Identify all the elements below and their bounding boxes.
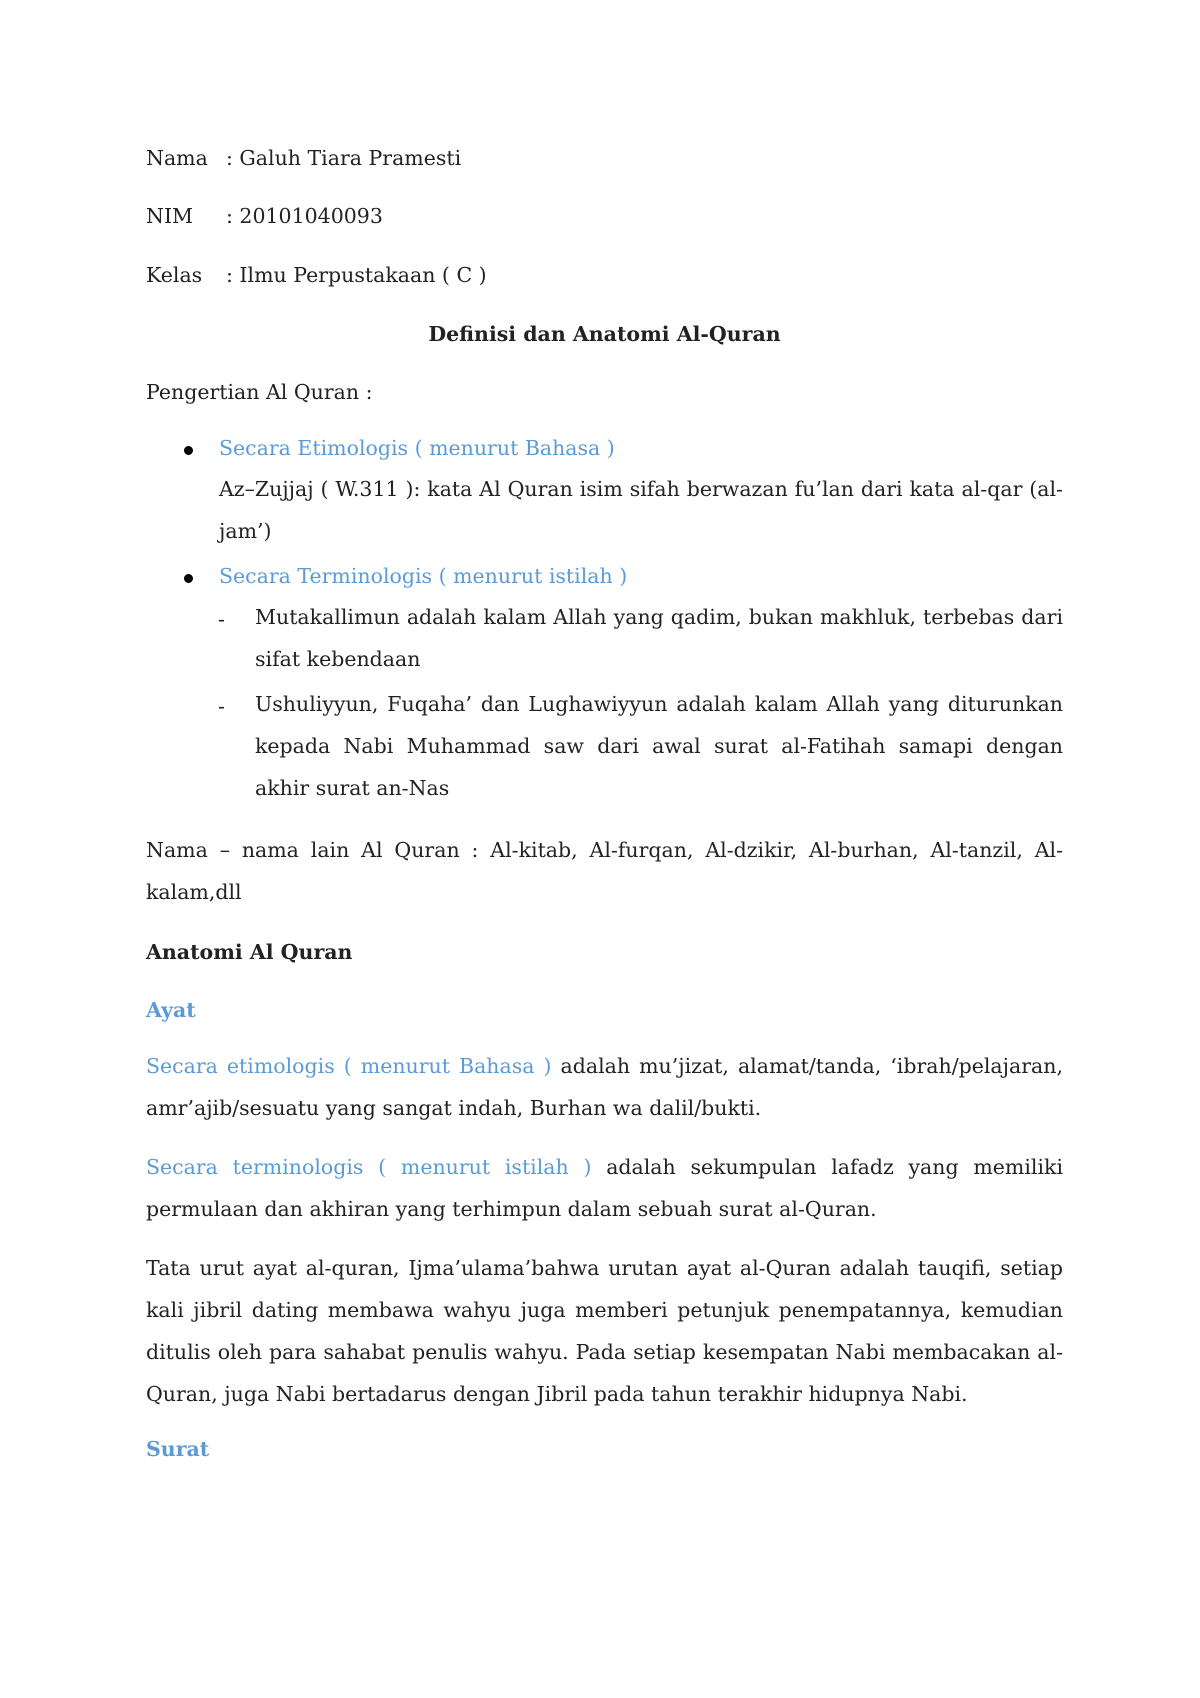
dash-item-ushuliyyun: Ushuliyyun, Fuqaha’ dan Lughawiyyun adalah kalam Allah yang diturunkan kepada Nabi Muhammad saw dari awal surat al-Fatihah samapi dengan akhir surat an-Nas	[255, 692, 1063, 800]
ayat-etimologis-text: adalah mu’jizat, alamat/tanda, ‘ibrah/pelajaran, amr’ajib/sesuatu yang sangat indah, Burhan wa dalil/bukti.	[146, 1054, 1063, 1120]
ayat-terminologis-text: adalah sekumpulan lafadz yang memiliki permulaan dan akhiran yang terhimpun dalam sebuah surat al-Quran.	[146, 1155, 1063, 1221]
kelas-label: Kelas	[146, 263, 203, 287]
nama-lain-paragraph: Nama – nama lain Al Quran : Al-kitab, Al-furqan, Al-dzikir, Al-burhan, Al-tanzil, Al-kalam,dll	[146, 838, 1063, 904]
nama-row	[146, 146, 461, 170]
kelas-value: : Ilmu Perpustakaan ( C )	[226, 263, 487, 287]
nim-label: NIM	[146, 204, 194, 228]
ayat-terminologis-label: Secara terminologis ( menurut istilah )	[146, 1155, 592, 1179]
pengertian-heading: Pengertian Al Quran :	[146, 380, 373, 404]
surat-heading: Surat	[146, 1437, 210, 1461]
ayat-heading: Ayat	[146, 998, 196, 1022]
bullet-icon	[184, 574, 193, 583]
nama-label: Nama	[146, 146, 208, 170]
ayat-etimologis-label: Secara etimologis ( menurut Bahasa )	[146, 1054, 552, 1078]
kelas-row	[146, 263, 487, 287]
nama-value: : Galuh Tiara Pramesti	[226, 146, 462, 170]
page-title: Definisi dan Anatomi Al-Quran	[428, 322, 781, 346]
anatomi-heading: Anatomi Al Quran	[146, 940, 353, 964]
tata-urut-paragraph: Tata urut ayat al-quran, Ijma’ulama’bahwa urutan ayat al-Quran adalah tauqifi, setiap kali jibril dating membawa wahyu juga memberi petunjuk penempatannya, kemudian ditulis oleh para sahabat penulis wahyu. Pada setiap kesempatan Nabi membacakan al-Quran, juga Nabi bertadarus dengan Jibril pada tahun terakhir hidupnya Nabi.	[146, 1256, 1063, 1406]
ayat-etimologis-paragraph	[146, 1045, 1063, 1129]
ayat-terminologis-paragraph	[146, 1146, 1063, 1230]
bullet-etimologis-text: Az–Zujjaj ( W.311 ): kata Al Quran isim sifah berwazan fu’lan dari kata al-qar (al-jam’)	[219, 477, 1063, 543]
bullet-icon	[184, 446, 193, 455]
bullet-terminologis-title: Secara Terminologis ( menurut istilah )	[219, 564, 628, 588]
bullet-etimologis-title: Secara Etimologis ( menurut Bahasa )	[219, 436, 615, 460]
dash-item-mutakallimun: Mutakallimun adalah kalam Allah yang qadim, bukan makhluk, terbebas dari sifat kebendaan	[255, 605, 1063, 671]
dash-marker: -	[218, 607, 225, 631]
nim-row	[146, 204, 383, 228]
nim-value: : 20101040093	[226, 204, 383, 228]
dash-marker: -	[218, 694, 225, 718]
